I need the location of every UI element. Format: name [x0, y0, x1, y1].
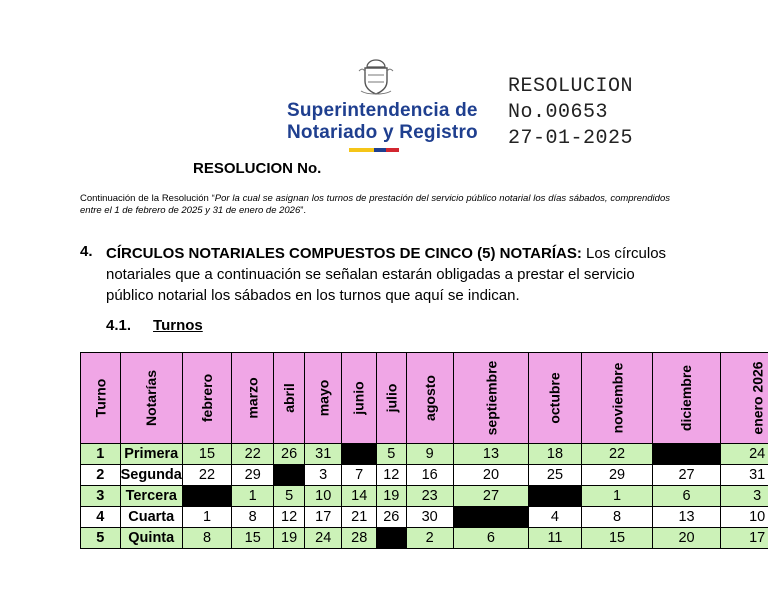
date-cell: 26: [274, 444, 305, 465]
header-junio: junio: [342, 353, 376, 444]
date-cell: 7: [342, 465, 376, 486]
subsection-heading: [106, 317, 203, 334]
date-cell: 23: [406, 486, 453, 507]
notaria-cell: Segunda: [120, 465, 182, 486]
date-cell: 6: [453, 528, 529, 549]
date-cell: 10: [304, 486, 342, 507]
table-row: [81, 486, 768, 507]
turnos-table: [80, 352, 768, 549]
resolution-stamp: [508, 74, 633, 152]
notaria-cell: Quinta: [120, 528, 182, 549]
blocked-cell: [274, 465, 305, 486]
date-cell: 17: [304, 507, 342, 528]
section-text: Los círculos notariales que a continuación se señalan estarán obligadas a prestar el servicio público notarial los sábados en los turnos que aquí se indican.: [106, 245, 667, 304]
date-cell: 16: [406, 465, 453, 486]
date-cell: 22: [232, 444, 274, 465]
blocked-cell: [453, 507, 529, 528]
blocked-cell: [653, 444, 720, 465]
table-header-row: [81, 353, 768, 444]
turno-cell: 2: [81, 465, 121, 486]
date-cell: 19: [376, 486, 406, 507]
flag-stripe-blue: [374, 148, 386, 152]
date-cell: 24: [304, 528, 342, 549]
continuation-note: [80, 193, 670, 217]
section-number: 4.: [80, 243, 93, 260]
date-cell: 28: [342, 528, 376, 549]
blocked-cell: [182, 486, 231, 507]
header-octubre: octubre: [529, 353, 581, 444]
date-cell: 12: [274, 507, 305, 528]
date-cell: 17: [720, 528, 768, 549]
flag-bar: [349, 148, 399, 152]
header-febrero: febrero: [182, 353, 231, 444]
continuation-prefix: Continuación de la Resolución “: [80, 193, 215, 204]
blocked-cell: [529, 486, 581, 507]
header-abril: abril: [274, 353, 305, 444]
date-cell: 8: [581, 507, 653, 528]
notaria-cell: Tercera: [120, 486, 182, 507]
header-julio: julio: [376, 353, 406, 444]
date-cell: 2: [406, 528, 453, 549]
date-cell: 20: [453, 465, 529, 486]
date-cell: 5: [376, 444, 406, 465]
date-cell: 13: [653, 507, 720, 528]
date-cell: 27: [453, 486, 529, 507]
org-name-line2: Notariado y Registro: [287, 122, 478, 143]
date-cell: 27: [653, 465, 720, 486]
date-cell: 3: [720, 486, 768, 507]
date-cell: 12: [376, 465, 406, 486]
header-enero-2026: enero 2026: [720, 353, 768, 444]
table-row: [81, 507, 768, 528]
date-cell: 31: [720, 465, 768, 486]
date-cell: 14: [342, 486, 376, 507]
date-cell: 31: [304, 444, 342, 465]
section-title: CÍRCULOS NOTARIALES COMPUESTOS DE CINCO (5) NOTARÍAS:: [106, 245, 582, 262]
date-cell: 24: [720, 444, 768, 465]
date-cell: 11: [529, 528, 581, 549]
blocked-cell: [376, 528, 406, 549]
date-cell: 15: [232, 528, 274, 549]
header-agosto: agosto: [406, 353, 453, 444]
turno-cell: 3: [81, 486, 121, 507]
org-name-line1: Superintendencia de: [287, 100, 478, 121]
date-cell: 1: [182, 507, 231, 528]
turno-cell: 4: [81, 507, 121, 528]
flag-stripe-red: [386, 148, 399, 152]
date-cell: 29: [232, 465, 274, 486]
table-row: [81, 465, 768, 486]
date-cell: 15: [581, 528, 653, 549]
continuation-title: Por la cual se asignan los turnos de prestación del servicio público notarial los días sábados, comprendidos entre el 1 de febrero de 2025 y 31 de enero de 2026: [80, 193, 670, 216]
notaria-cell: Cuarta: [120, 507, 182, 528]
date-cell: 1: [232, 486, 274, 507]
coat-of-arms-icon: [357, 57, 395, 102]
blocked-cell: [342, 444, 376, 465]
stamp-number: No.00653: [508, 101, 609, 124]
date-cell: 20: [653, 528, 720, 549]
date-cell: 15: [182, 444, 231, 465]
date-cell: 10: [720, 507, 768, 528]
date-cell: 4: [529, 507, 581, 528]
date-cell: 25: [529, 465, 581, 486]
stamp-date: 27-01-2025: [508, 127, 634, 150]
date-cell: 26: [376, 507, 406, 528]
date-cell: 29: [581, 465, 653, 486]
date-cell: 22: [581, 444, 653, 465]
section-paragraph: [106, 243, 672, 306]
header-noviembre: noviembre: [581, 353, 653, 444]
turno-cell: 1: [81, 444, 121, 465]
date-cell: 6: [653, 486, 720, 507]
turno-cell: 5: [81, 528, 121, 549]
header-diciembre: diciembre: [653, 353, 720, 444]
header-mayo: mayo: [304, 353, 342, 444]
date-cell: 5: [274, 486, 305, 507]
org-logo-text: [287, 100, 478, 144]
header-septiembre: septiembre: [453, 353, 529, 444]
date-cell: 13: [453, 444, 529, 465]
date-cell: 8: [232, 507, 274, 528]
date-cell: 3: [304, 465, 342, 486]
subsection-number: 4.1.: [106, 317, 132, 334]
date-cell: 18: [529, 444, 581, 465]
date-cell: 30: [406, 507, 453, 528]
date-cell: 21: [342, 507, 376, 528]
notaria-cell: Primera: [120, 444, 182, 465]
resolution-label: RESOLUCION No.: [193, 160, 322, 177]
header-marzo: marzo: [232, 353, 274, 444]
date-cell: 9: [406, 444, 453, 465]
subsection-title: Turnos: [153, 317, 203, 334]
header-turno: Turno: [81, 353, 121, 444]
flag-stripe-yellow: [349, 148, 374, 152]
date-cell: 22: [182, 465, 231, 486]
header-notarias: Notarías: [120, 353, 182, 444]
table-row: [81, 528, 768, 549]
date-cell: 1: [581, 486, 653, 507]
table-row: [81, 444, 768, 465]
stamp-line1: RESOLUCION: [508, 75, 634, 98]
date-cell: 19: [274, 528, 305, 549]
date-cell: 8: [182, 528, 231, 549]
continuation-suffix: ”.: [300, 205, 307, 216]
